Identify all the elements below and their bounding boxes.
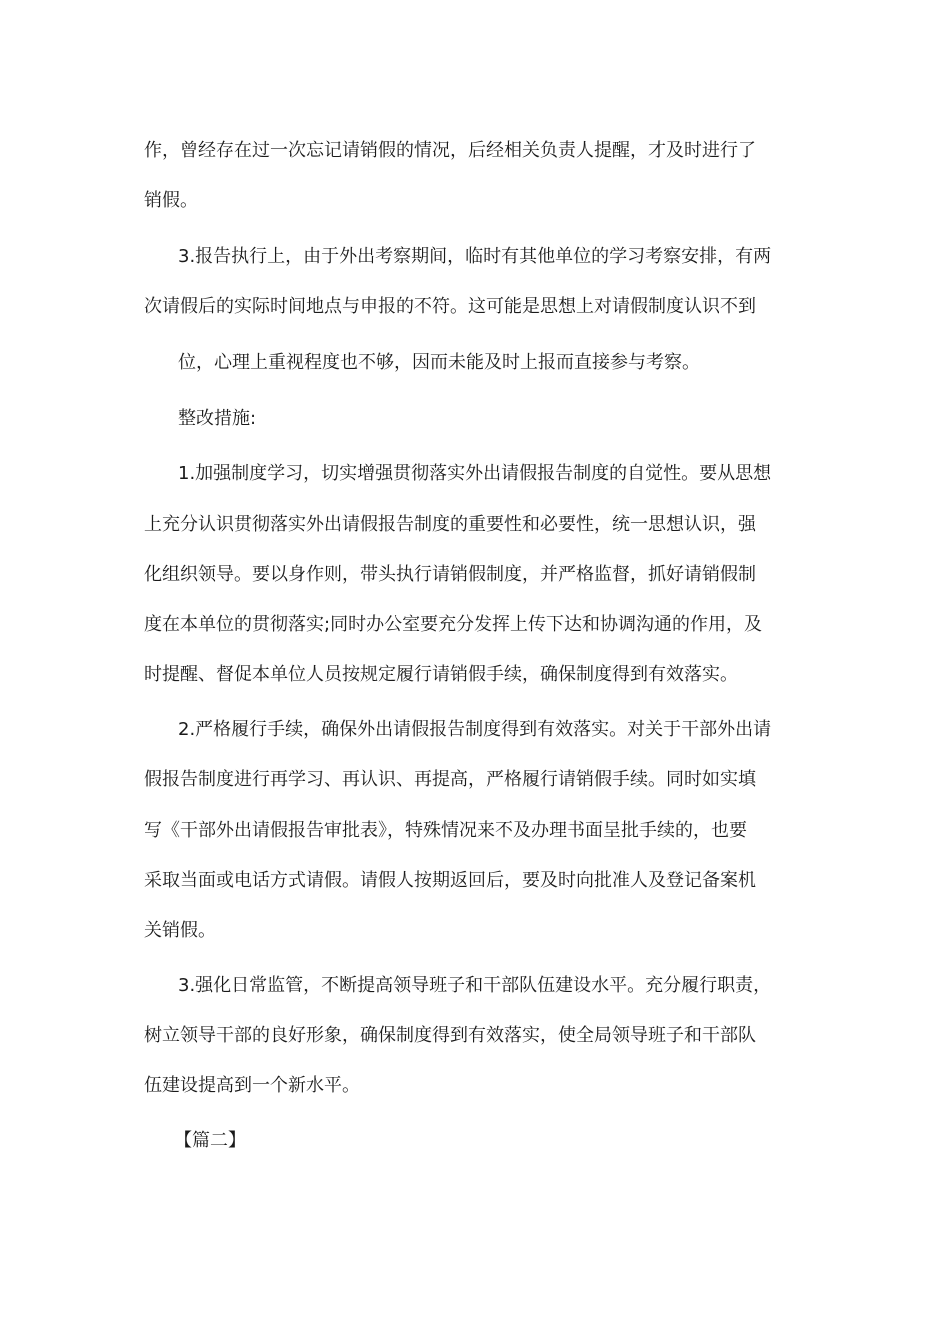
body-line: 次请假后的实际时间地点与申报的不符。这可能是思想上对请假制度认识不到	[144, 296, 756, 317]
body-line: 度在本单位的贯彻落实;同时办公室要充分发挥上传下达和协调沟通的作用，及	[144, 614, 763, 635]
body-line: 伍建设提高到一个新水平。	[144, 1075, 360, 1096]
part-heading: 【篇二】	[174, 1130, 246, 1151]
body-line: 关销假。	[144, 920, 216, 941]
body-line: 销假。	[144, 190, 198, 211]
body-line: 位，心理上重视程度也不够，因而未能及时上报而直接参与考察。	[178, 352, 700, 373]
body-line: 树立领导干部的良好形象，确保制度得到有效落实，使全局领导班子和干部队	[144, 1025, 756, 1046]
paragraph-first-line: 2.严格履行手续，确保外出请假报告制度得到有效落实。对关于干部外出请	[178, 719, 772, 740]
body-line: 时提醒、督促本单位人员按规定履行请销假手续，确保制度得到有效落实。	[144, 664, 738, 685]
paragraph-first-line: 3.强化日常监管，不断提高领导班子和干部队伍建设水平。充分履行职责，	[178, 975, 772, 996]
body-line: 采取当面或电话方式请假。请假人按期返回后，要及时向批准人及登记备案机	[144, 870, 756, 891]
body-line: 写《干部外出请假报告审批表》，特殊情况来不及办理书面呈批手续的，也要	[144, 820, 747, 841]
section-heading: 整改措施:	[178, 408, 257, 429]
body-line: 上充分认识贯彻落实外出请假报告制度的重要性和必要性，统一思想认识，强	[144, 514, 756, 535]
body-line: 假报告制度进行再学习、再认识、再提高，严格履行请销假手续。同时如实填	[144, 769, 756, 790]
paragraph-first-line: 3.报告执行上，由于外出考察期间，临时有其他单位的学习考察安排，有两	[178, 246, 772, 267]
paragraph-first-line: 1.加强制度学习，切实增强贯彻落实外出请假报告制度的自觉性。要从思想	[178, 463, 772, 484]
body-line: 作，曾经存在过一次忘记请销假的情况，后经相关负责人提醒，才及时进行了	[144, 140, 756, 161]
body-line: 化组织领导。要以身作则，带头执行请销假制度，并严格监督，抓好请销假制	[144, 564, 756, 585]
